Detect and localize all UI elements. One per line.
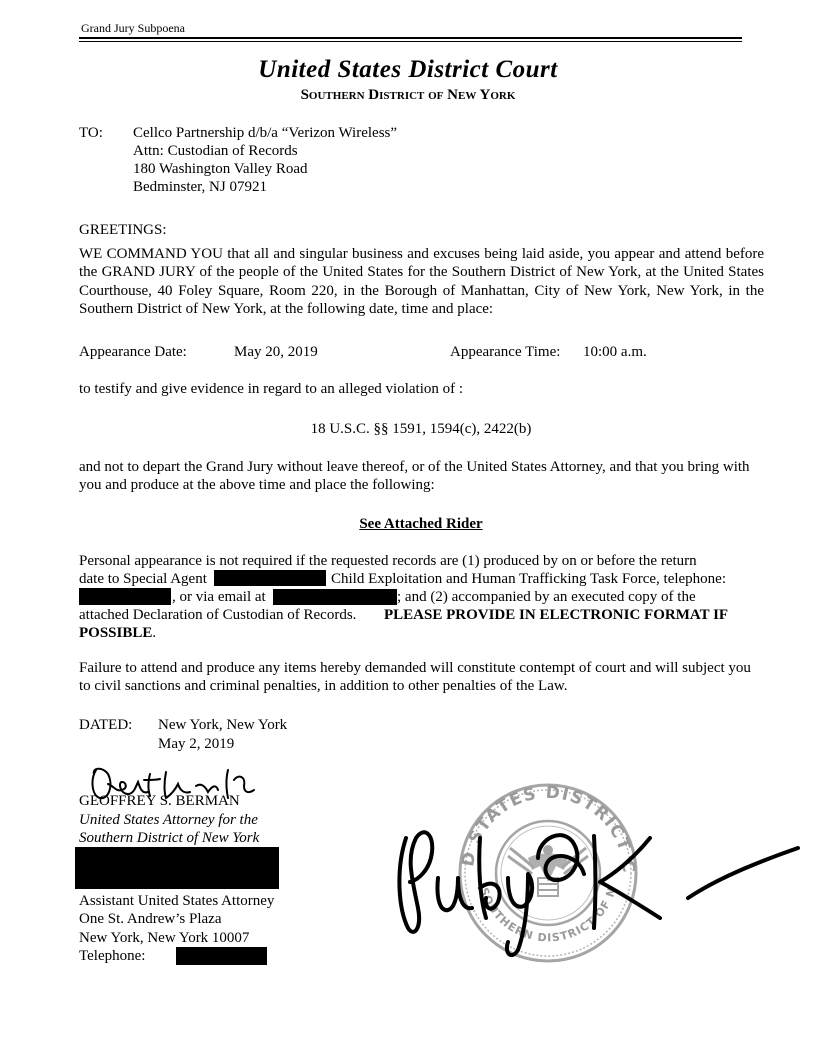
recipient-line: Attn: Custodian of Records [133, 143, 298, 159]
court-seal-and-signature [388, 778, 808, 963]
redaction-agent-name [214, 570, 326, 586]
personal-appearance-line: ; and (2) accompanied by an executed copy of the [397, 589, 696, 605]
redaction-ausa-name [75, 847, 279, 889]
appearance-date: May 20, 2019 [234, 344, 318, 360]
electronic-format-notice: PLEASE PROVIDE IN ELECTRONIC FORMAT IF [384, 607, 729, 623]
recipient-line: Bedminster, NJ 07921 [133, 179, 267, 195]
us-attorney-name: GEOFFREY S. BERMAN [79, 793, 240, 809]
ausa-title: Assistant United States Attorney [79, 893, 275, 909]
personal-appearance-line: attached Declaration of Custodian of Records. [79, 607, 357, 623]
court-title: United States District Court [258, 56, 558, 83]
recipient-line: 180 Washington Valley Road [133, 161, 308, 177]
seal-bottom-text: SOUTHERN DISTRICT OF N [477, 885, 619, 945]
failure-paragraph: Failure to attend and produce any items hereby demanded will constitute contempt of court and will subject you to civil sanctions and criminal penalties, in addition to other penalties of the Law. [79, 660, 751, 695]
telephone-label: Telephone: [79, 948, 146, 964]
period: . [152, 625, 157, 641]
personal-appearance-line: Personal appearance is not required if the requested records are (1) produced by on or before the return [79, 553, 697, 569]
court-district: Southern District of New York [300, 87, 516, 103]
us-attorney-title: Southern District of New York [79, 830, 260, 846]
dated-label: DATED: [79, 717, 133, 733]
redaction-telephone [79, 588, 171, 605]
to-label: TO: [79, 125, 103, 141]
appearance-time-label: Appearance Time: [450, 344, 561, 360]
us-attorney-title: United States Attorney for the [79, 812, 258, 828]
personal-appearance-line: date to Special Agent [79, 571, 207, 587]
header-rule-thin [79, 41, 742, 42]
greetings: GREETINGS: [79, 222, 167, 238]
header-rule [79, 37, 742, 39]
electronic-format-notice-end: POSSIBLE [79, 625, 153, 641]
redaction-ausa-telephone [176, 947, 267, 965]
personal-appearance-line: , or via email at [172, 589, 266, 605]
clerk-signature [399, 832, 798, 955]
violation-intro: to testify and give evidence in regard to an alleged violation of : [79, 381, 464, 397]
command-paragraph: WE COMMAND YOU that all and singular business and excuses being laid aside, you appear and attend before the GRAND JURY of the people of the United States for the Southern District of New York, at the United States Courthouse, 40 Foley Square, Room 220, in the Borough of Manhattan, City of New York, New York, in the Southern District of New York, at the following date, time and place: [79, 246, 764, 317]
attached-rider-heading: See Attached Rider [359, 516, 483, 532]
appearance-date-label: Appearance Date: [79, 344, 187, 360]
personal-appearance-line: Child Exploitation and Human Trafficking Task Force, telephone: [331, 571, 727, 587]
document-header-label: Grand Jury Subpoena [81, 21, 185, 35]
statute-citation: 18 U.S.C. §§ 1591, 1594(c), 2422(b) [310, 421, 532, 437]
appearance-time: 10:00 a.m. [583, 344, 647, 360]
depart-paragraph: and not to depart the Grand Jury without leave thereof, or of the United States Attorney, and that you bring with you and produce at the above time and place the following: [79, 459, 750, 494]
office-address: One St. Andrew’s Plaza [79, 911, 222, 927]
recipient-line: Cellco Partnership d/b/a “Verizon Wireless” [133, 125, 398, 141]
dated-place: New York, New York [158, 717, 288, 733]
office-address: New York, New York 10007 [79, 930, 250, 946]
dated-date: May 2, 2019 [158, 736, 235, 752]
redaction-email [273, 589, 397, 605]
seal-top-text: D STATES DISTRICT C [458, 782, 639, 875]
